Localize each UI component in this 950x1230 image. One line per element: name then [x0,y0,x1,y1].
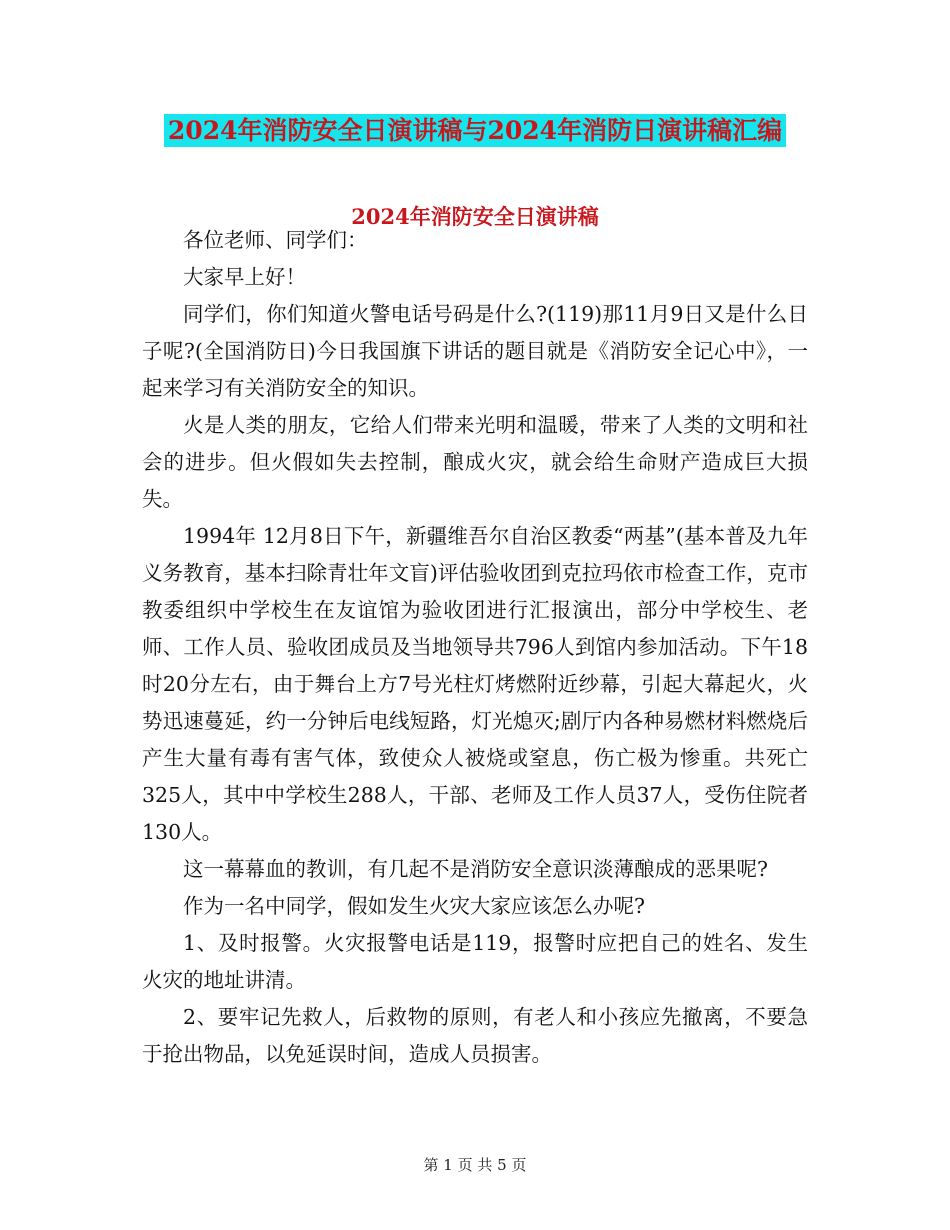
page-footer: 第 1 页 共 5 页 [423,1156,527,1174]
paragraph-tip-2: 2、要牢记先救人，后救物的原则，有老人和小孩应先撤离，不要急于抢出物品，以免延误时间，造成人员损害。 [142,1005,808,1066]
paragraph-tip-1: 1、及时报警。火灾报警电话是119，报警时应把自己的姓名、发生火灾的地址讲清。 [142,931,808,992]
document-body [142,222,808,1073]
paragraph-fire-friend: 火是人类的朋友，它给人们带来光明和温暖，带来了人类的文明和社会的进步。但火假如失去控制，酿成火灾，就会给生命财产造成巨大损失。 [142,413,808,511]
paragraph-question: 作为一名中同学，假如发生火灾大家应该怎么办呢? [183,894,645,918]
paragraph-lesson: 这一幕幕血的教训，有几起不是消防安全意识淡薄酿成的恶果呢? [183,857,768,881]
paragraph-salutation: 各位老师、同学们： [183,228,368,252]
paragraph-intro: 同学们，你们知道火警电话号码是什么?(119)那11月9日又是什么日子呢?(全国消防日)今日我国旗下讲话的题目就是《消防安全记心中》，一起来学习有关消防安全的知识。 [142,302,808,400]
document-title-text: 2024年消防安全日演讲稿与2024年消防日演讲稿汇编 [164,114,786,147]
paragraph-greeting: 大家早上好！ [183,265,306,289]
document-title [0,114,950,148]
paragraph-karamay-fire: 1994年 12月8日下午，新疆维吾尔自治区教委“两基”(基本普及九年义务教育，基本扫除青壮年文盲)评估验收团到克拉玛依市检查工作，克市教委组织中学校生在友谊馆为验收团进行汇报演出，部分中学校生、老师、工作人员、验收团成员及当地领导共796人到馆内参加活动。下午18时20分左右，由于舞台上方7号光柱灯烤燃附近纱幕，引起大幕起火，火势迅速蔓延，约一分钟后电线短路，灯光熄灭;剧厅内各种易燃材料燃烧后产生大量有毒有害气体，致使众人被烧或窒息，伤亡极为惨重。共死亡325人，其中中学校生288人，干部、老师及工作人员37人，受伤住院者130人。 [142,524,808,844]
section-title: 2024年消防安全日演讲稿 [351,204,599,229]
